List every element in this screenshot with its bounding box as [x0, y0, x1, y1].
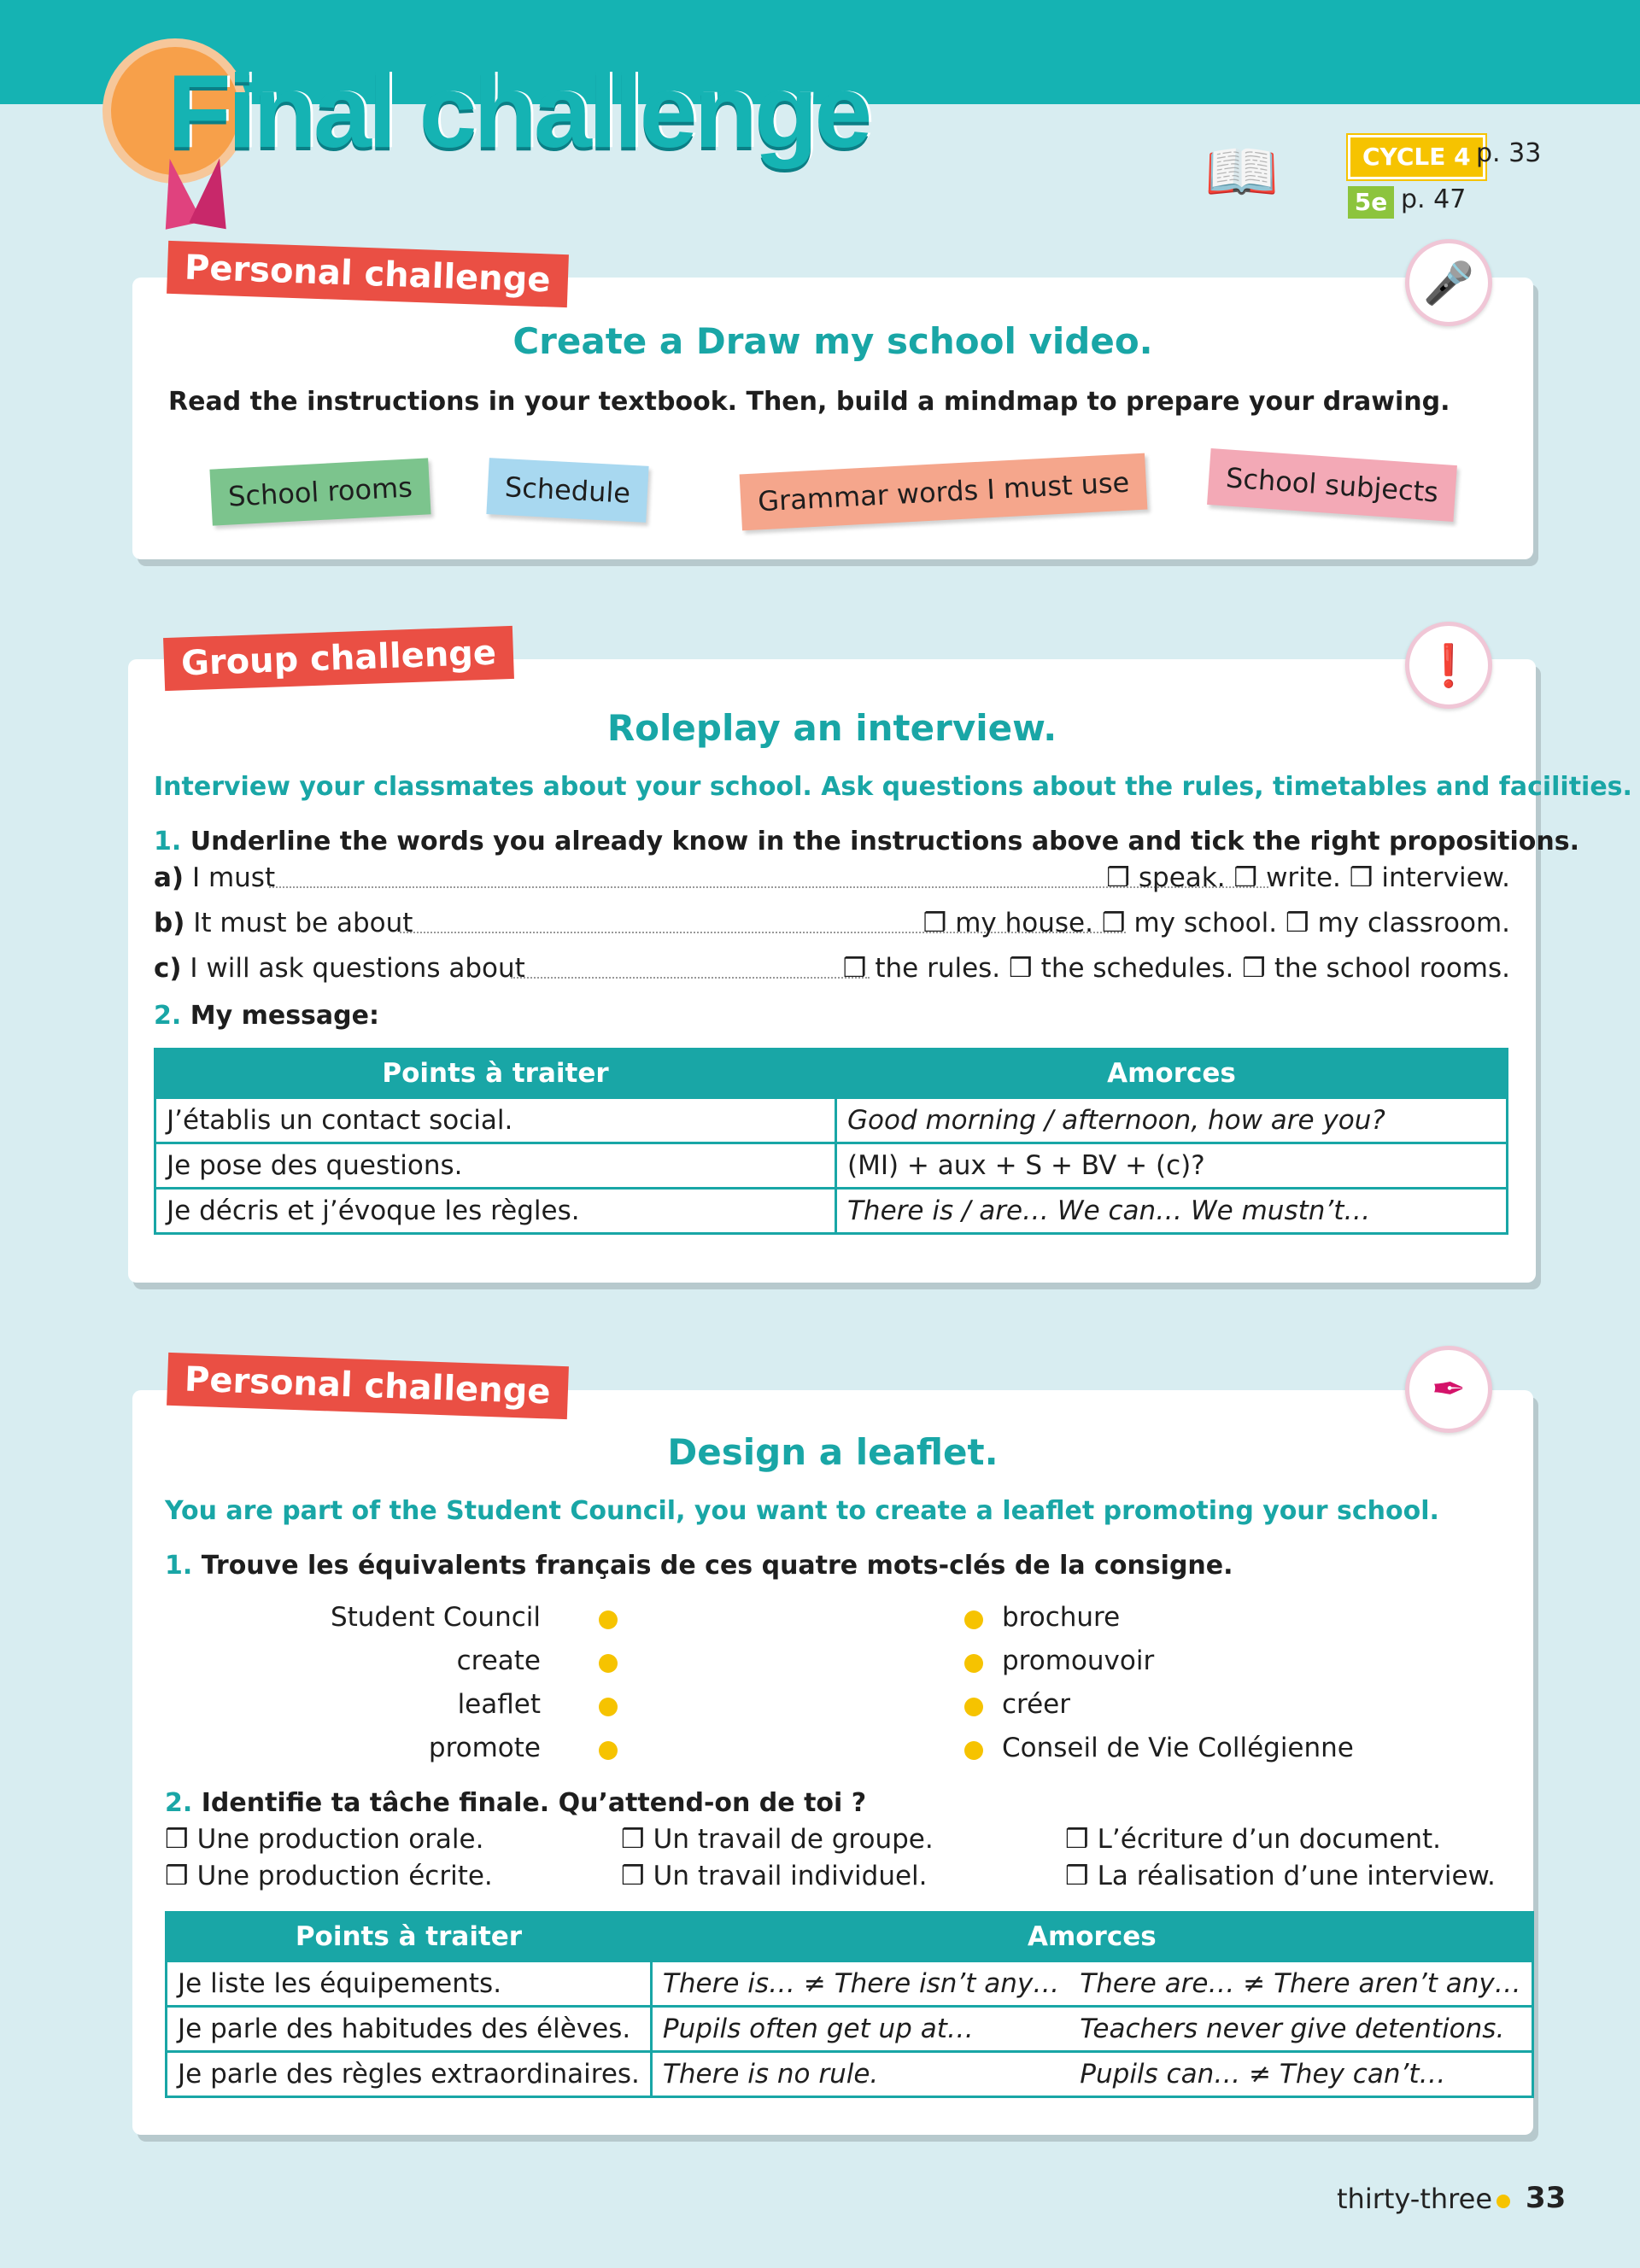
- table-cell: Good morning / afternoon, how are you?: [836, 1098, 1508, 1143]
- leaflet-table: [165, 1911, 1534, 2098]
- table-cell: Je parle des règles extraordinaires.: [167, 2052, 652, 2097]
- table-header-row: [167, 1913, 1533, 1961]
- question-text: My message:: [190, 1001, 379, 1031]
- table-row: [155, 1189, 1508, 1234]
- task-choice[interactable]: ❒ Une production écrite.: [165, 1861, 493, 1891]
- match-dot-left[interactable]: [599, 1610, 618, 1629]
- column-header: Points à traiter: [167, 1913, 652, 1961]
- table-cell: There are… ≠ There aren’t any…: [1069, 1961, 1532, 2007]
- item-letter: a): [154, 862, 184, 893]
- match-dot-right[interactable]: [964, 1610, 983, 1629]
- question-text: Identifie ta tâche finale. Qu’attend-on de toi ?: [201, 1788, 867, 1818]
- question-text: Underline the words you already know in the instructions above and tick the right propositions.: [190, 827, 1579, 856]
- grade-page-ref: p. 47: [1401, 184, 1467, 214]
- table-row: [155, 1098, 1508, 1143]
- proposition-b-label: [154, 908, 413, 938]
- match-dot-left[interactable]: [599, 1741, 618, 1760]
- question-number: 2.: [165, 1788, 193, 1818]
- page-number-word: thirty-three: [1337, 2183, 1492, 2215]
- item-text: I must: [191, 862, 276, 893]
- match-dot-right[interactable]: [964, 1698, 983, 1716]
- table-cell: J’établis un contact social.: [155, 1098, 836, 1143]
- keyword-right: promouvoir: [1002, 1645, 1155, 1676]
- item-letter: b): [154, 908, 185, 938]
- microphone-icon: 🎤: [1405, 239, 1492, 326]
- question-text: Trouve les équivalents français de ces quatre mots-clés de la consigne.: [201, 1551, 1233, 1581]
- table-row: [167, 2052, 1533, 2097]
- book-reader-icon: 📖: [1204, 137, 1280, 207]
- keyword-right: brochure: [1002, 1602, 1121, 1633]
- table-row: [167, 2007, 1533, 2052]
- card-heading: Create a Draw my school video.: [512, 320, 1153, 362]
- keyword-left: promote: [428, 1733, 541, 1763]
- item-letter: c): [154, 953, 182, 984]
- sticky-note-schedule: Schedule: [486, 458, 648, 523]
- keyword-left: Student Council: [330, 1602, 541, 1633]
- message-table: [154, 1048, 1508, 1235]
- table-cell: Je liste les équipements.: [167, 1961, 652, 2007]
- match-dot-left[interactable]: [599, 1654, 618, 1673]
- speech-bubble-exclamation-icon: ❗: [1405, 622, 1492, 709]
- table-cell: There is… ≠ There isn’t any…: [651, 1961, 1069, 2007]
- table-cell: Pupils often get up at…: [651, 2007, 1069, 2052]
- task-choice[interactable]: ❒ La réalisation d’une interview.: [1065, 1861, 1496, 1891]
- dotted-line: [511, 977, 870, 979]
- table-row: [155, 1143, 1508, 1189]
- table-row: [167, 1961, 1533, 2007]
- table-header-row: [155, 1049, 1508, 1098]
- card-heading: Design a leaflet.: [667, 1431, 999, 1473]
- challenge-tag: Personal challenge: [167, 1353, 568, 1419]
- fountain-pen-icon: ✒: [1405, 1346, 1492, 1433]
- column-header: Amorces: [836, 1049, 1508, 1098]
- challenge-tag: Personal challenge: [167, 241, 568, 307]
- task-choice[interactable]: ❒ Un travail de groupe.: [621, 1824, 934, 1855]
- item-text: It must be about: [193, 908, 413, 938]
- cycle-page-ref: p. 33: [1476, 138, 1542, 168]
- question-1: [154, 827, 1579, 856]
- personal-challenge-card-video: [132, 278, 1533, 559]
- page-title: Final challenge: [167, 53, 870, 169]
- table-cell: Je pose des questions.: [155, 1143, 836, 1189]
- table-cell: Teachers never give detentions.: [1069, 2007, 1532, 2052]
- card-heading: Roleplay an interview.: [606, 707, 1057, 749]
- task-choice[interactable]: ❒ Un travail individuel.: [621, 1861, 928, 1891]
- table-cell: Je décris et j’évoque les règles.: [155, 1189, 836, 1234]
- group-challenge-card-interview: [128, 659, 1632, 1283]
- match-dot-right[interactable]: [964, 1741, 983, 1760]
- table-cell: Pupils can… ≠ They can’t…: [1069, 2052, 1532, 2097]
- card-instruction: Read the instructions in your textbook. Then, build a mindmap to prepare your drawing.: [168, 387, 1450, 417]
- column-header: Points à traiter: [155, 1049, 836, 1098]
- challenge-tag: Group challenge: [163, 626, 514, 691]
- personal-challenge-card-leaflet: [132, 1390, 1533, 2135]
- task-choice[interactable]: ❒ Une production orale.: [165, 1824, 484, 1855]
- grade-badge: 5e: [1348, 186, 1394, 219]
- column-header: Amorces: [651, 1913, 1532, 1961]
- keyword-left: create: [456, 1645, 541, 1676]
- footer-dot: [1496, 2195, 1510, 2208]
- keyword-right: créer: [1002, 1689, 1070, 1720]
- sticky-note-school-subjects: School subjects: [1207, 448, 1457, 522]
- cycle-badge: CYCLE 4: [1348, 135, 1485, 179]
- table-cell: Je parle des habitudes des élèves.: [167, 2007, 652, 2052]
- card-instruction: You are part of the Student Council, you want to create a leaflet promoting your school.: [165, 1496, 1439, 1526]
- question-2: [165, 1788, 866, 1818]
- keyword-left: leaflet: [457, 1689, 541, 1720]
- page-number: 33: [1526, 2181, 1567, 2215]
- card-instruction: Interview your classmates about your school. Ask questions about the rules, timetables and facilities.: [154, 772, 1632, 802]
- proposition-a-label: [154, 862, 275, 893]
- question-2: [154, 1001, 379, 1031]
- sticky-note-grammar-words: Grammar words I must use: [740, 453, 1148, 531]
- proposition-c-options[interactable]: ❒ the rules. ❒ the schedules. ❒ the school rooms.: [842, 953, 1510, 984]
- question-1: [165, 1551, 1233, 1581]
- question-number: 2.: [154, 1001, 182, 1031]
- proposition-b-options[interactable]: ❒ my house. ❒ my school. ❒ my classroom.: [922, 908, 1510, 938]
- task-choice[interactable]: ❒ L’écriture d’un document.: [1065, 1824, 1441, 1855]
- match-dot-left[interactable]: [599, 1698, 618, 1716]
- proposition-c-label: [154, 953, 525, 984]
- question-number: 1.: [154, 827, 182, 856]
- proposition-a-options[interactable]: ❒ speak. ❒ write. ❒ interview.: [1106, 862, 1510, 893]
- table-cell: There is / are… We can… We mustn’t…: [836, 1189, 1508, 1234]
- question-number: 1.: [165, 1551, 193, 1581]
- item-text: I will ask questions about: [190, 953, 525, 984]
- sticky-note-school-rooms: School rooms: [209, 458, 430, 525]
- table-cell: There is no rule.: [651, 2052, 1069, 2097]
- keyword-right: Conseil de Vie Collégienne: [1002, 1733, 1354, 1763]
- table-cell: (MI) + aux + S + BV + (c)?: [836, 1143, 1508, 1189]
- match-dot-right[interactable]: [964, 1654, 983, 1673]
